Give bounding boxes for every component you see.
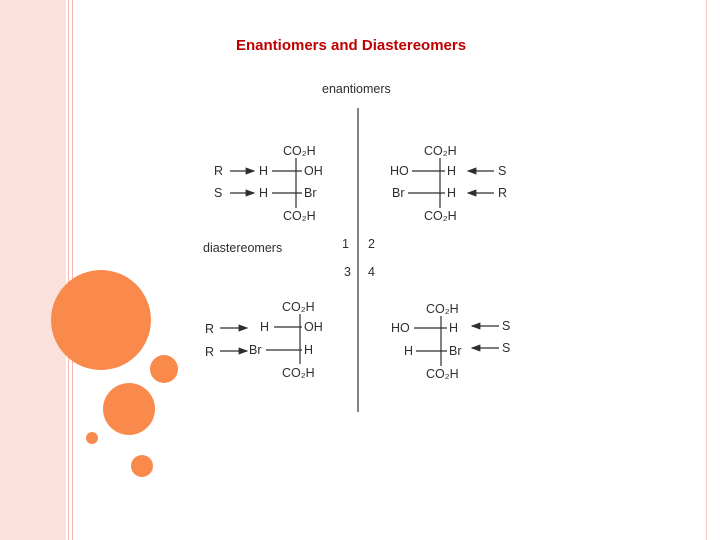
compound-number-3: 3 bbox=[344, 265, 351, 279]
fischer-3-row1-left: H bbox=[260, 320, 270, 334]
compound-number-2: 2 bbox=[368, 237, 375, 251]
fischer-2-config-2: R bbox=[498, 186, 508, 200]
fischer-1-config-2: S bbox=[214, 186, 223, 200]
fischer-2-top-group: CO₂H bbox=[424, 144, 457, 158]
fischer-3-config-2: R bbox=[205, 345, 215, 359]
enantiomers-label: enantiomers bbox=[322, 82, 391, 96]
diastereomers-label: diastereomers bbox=[203, 241, 283, 255]
fischer-3-bottom-group: CO₂H bbox=[282, 366, 315, 380]
fischer-2-bottom-group: CO₂H bbox=[424, 209, 457, 223]
fischer-1-row1-left: H bbox=[259, 164, 269, 178]
fischer-1-row2-right: Br bbox=[304, 186, 317, 200]
fischer-4-config-1: S bbox=[502, 319, 511, 333]
fischer-2-row2-left: Br bbox=[392, 186, 405, 200]
fischer-2-row1-right: H bbox=[447, 164, 457, 178]
fischer-4-bottom-group: CO₂H bbox=[426, 367, 459, 381]
fischer-1-row1-right: OH bbox=[304, 164, 323, 178]
fischer-1-bottom-group: CO₂H bbox=[283, 209, 316, 223]
fischer-4-config-2: S bbox=[502, 341, 511, 355]
fischer-1-row2-left: H bbox=[259, 186, 269, 200]
fischer-3-top-group: CO₂H bbox=[282, 300, 315, 314]
fischer-4-row2-left: H bbox=[404, 344, 414, 358]
fischer-2-row2-right: H bbox=[447, 186, 457, 200]
fischer-4-row1-left: HO bbox=[391, 321, 410, 335]
fischer-2-config-1: S bbox=[498, 164, 507, 178]
fischer-2-row1-left: HO bbox=[390, 164, 409, 178]
fischer-1-config-1: R bbox=[214, 164, 224, 178]
fischer-3-row1-right: OH bbox=[304, 320, 323, 334]
compound-number-4: 4 bbox=[368, 265, 375, 279]
fischer-4-row1-right: H bbox=[449, 321, 459, 335]
slide-title: Enantiomers and Diastereomers bbox=[236, 37, 467, 54]
fischer-4-row2-right: Br bbox=[449, 344, 462, 358]
fischer-3-config-1: R bbox=[205, 322, 215, 336]
fischer-3-row2-left: Br bbox=[249, 343, 262, 357]
fischer-1-top-group: CO₂H bbox=[283, 144, 316, 158]
fischer-4-top-group: CO₂H bbox=[426, 302, 459, 316]
fischer-3-row2-right: H bbox=[304, 343, 314, 357]
compound-number-1: 1 bbox=[342, 237, 349, 251]
